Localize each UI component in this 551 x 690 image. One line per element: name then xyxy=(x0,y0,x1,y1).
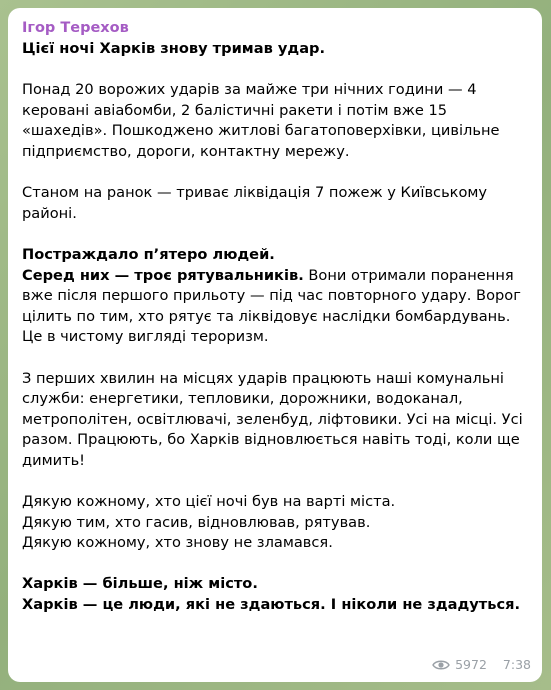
author-name[interactable]: Ігор Терехов xyxy=(22,20,129,36)
paragraph-3-rest: Вони отримали поранення вже після першого прильоту — під час повторного удару. Ворог цілить по тим, хто рятує та ліквідовує наслідки бомбардувань. Це в чистому вигляді тероризм. xyxy=(22,266,521,346)
rescuers-line: Серед них — троє рятувальників. xyxy=(22,266,304,284)
paragraph-4: З перших хвилин на місцях ударів працюють наші комунальні служби: енергетики, тепловики, дорожники, водоканал, метрополітен, освітлювачі, зеленбуд, ліфтовики. Усі на місці. Усі разом. Працюють, бо Харків відновлюється навіть тоді, коли ще димить! xyxy=(22,369,523,469)
message-text xyxy=(22,39,528,616)
paragraph-1: Понад 20 ворожих ударів за майже три нічних години — 4 керовані авіабомби, 2 балістичні ракети і потім вже 15 «шахедів». Пошкоджено житлові багатоповерхівки, цивільне підприємство, дороги, контактну мережу. xyxy=(22,81,500,160)
paragraph-2: Станом на ранок — триває ліквідація 7 пожеж у Київському районі. xyxy=(22,184,488,222)
message-bubble xyxy=(8,8,542,682)
thanks-line-1: Дякую кожному, хто цієї ночі був на варті міста. xyxy=(22,493,396,511)
thanks-line-3: Дякую кожному, хто знову не зламався. xyxy=(22,534,333,552)
paragraph-3 xyxy=(22,245,528,348)
closing-line-1: Харків — більше, ніж місто. xyxy=(22,575,258,593)
message-time: 7:38 xyxy=(502,657,531,672)
thanks-line-2: Дякую тим, хто гасив, відновлював, рятував. xyxy=(22,513,371,531)
message-meta xyxy=(432,657,531,672)
eye-icon xyxy=(432,659,450,671)
casualties-line: Постраждало п’ятеро людей. xyxy=(22,245,275,263)
view-count: 5972 xyxy=(455,657,487,672)
message-title: Цієї ночі Харків знову тримав удар. xyxy=(22,40,326,57)
closing-line-2: Харків — це люди, які не здаються. І ніколи не здадуться. xyxy=(22,596,521,614)
